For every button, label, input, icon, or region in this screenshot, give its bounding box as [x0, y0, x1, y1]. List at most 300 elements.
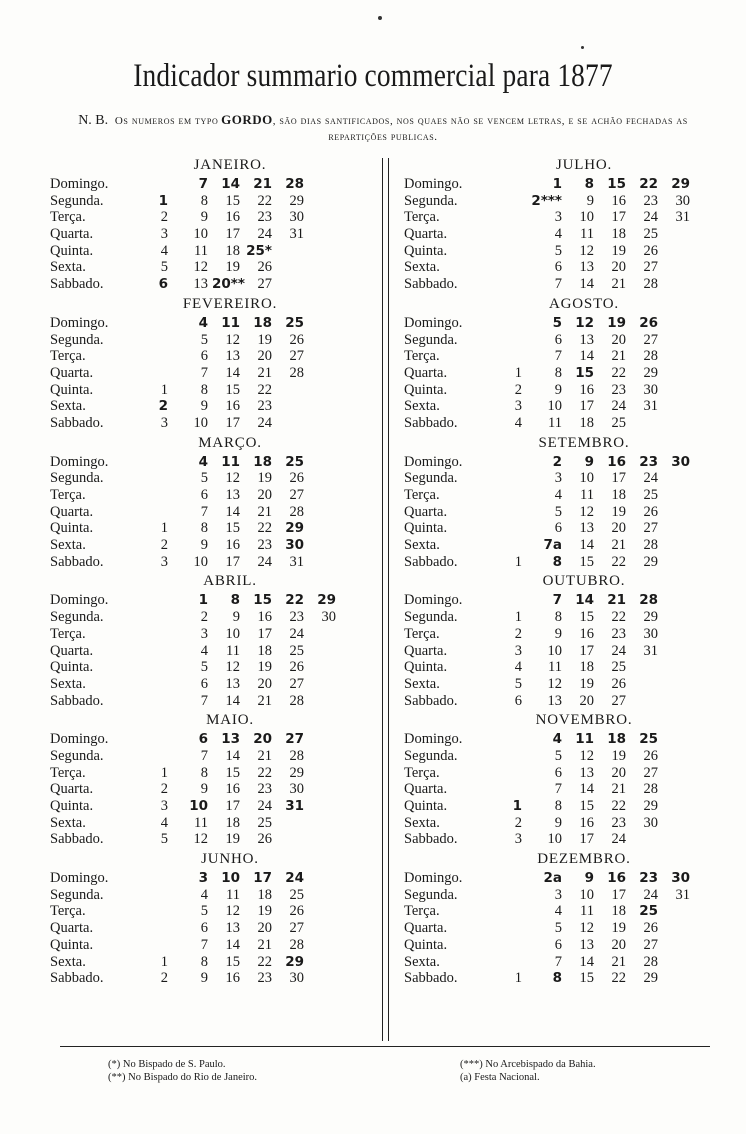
date-cell: 19 [257, 659, 272, 676]
weekday-label: Domingo. [404, 176, 463, 192]
date-cell: 19 [257, 903, 272, 920]
date-cell: 8 [200, 764, 208, 781]
weekday-label: Domingo. [404, 314, 463, 331]
weekday-row [50, 176, 370, 193]
date-cell: 23 [611, 381, 626, 398]
weekday-row [50, 609, 370, 626]
holiday-date: 23 [639, 870, 658, 887]
date-cell: 17 [225, 414, 240, 431]
date-cell: 14 [225, 692, 240, 709]
date-cell: 10 [193, 414, 208, 431]
date-cell: 24 [257, 226, 272, 243]
holiday-date: 21 [253, 176, 272, 192]
weekday-row [50, 643, 370, 660]
weekday-label: Sabbado. [50, 276, 104, 293]
month-name: JUNHO. [201, 851, 259, 868]
month-name: JANEIRO. [193, 157, 267, 173]
date-cell: 24 [643, 209, 658, 226]
weekday-row [404, 537, 724, 554]
date-cell: 3 [554, 470, 562, 487]
footnote: (***) No Arcebispado da Bahia. [460, 1059, 596, 1070]
date-cell: 15 [225, 192, 240, 209]
weekday-label: Sexta. [50, 259, 86, 276]
date-cell: 23 [611, 814, 626, 831]
date-cell: 14 [579, 781, 594, 798]
weekday-row [50, 454, 370, 471]
date-cell: 31 [643, 398, 658, 415]
date-cell: 23 [257, 209, 272, 226]
holiday-date: 2 [552, 453, 562, 470]
date-cell: 19 [611, 920, 626, 937]
weekday-row [50, 592, 370, 609]
holiday-date: 16 [607, 870, 626, 887]
date-cell: 11 [548, 659, 562, 676]
holiday-date: 8 [584, 176, 594, 192]
date-cell: 30 [321, 609, 336, 626]
date-cell [140, 626, 172, 643]
weekday-label: Terça. [404, 487, 440, 503]
date-cell: 3 [514, 642, 522, 659]
holiday-date: 7 [552, 592, 562, 609]
weekday-label: Domingo. [50, 592, 109, 609]
weekday-row [404, 276, 724, 293]
date-cell: 13 [193, 276, 208, 293]
weekday-row [404, 193, 724, 210]
date-cell: 30 [289, 781, 304, 798]
date-cell: 26 [257, 831, 272, 848]
weekday-row [404, 554, 724, 571]
date-cell: 6 [554, 259, 562, 276]
date-cell: 27 [289, 487, 304, 503]
holiday-date: 15 [253, 592, 272, 609]
date-cell: 12 [225, 659, 240, 676]
holiday-date: 6 [158, 276, 168, 293]
weekday-label: Quarta. [404, 226, 448, 243]
date-cell: 16 [257, 609, 272, 626]
date-cell: 23 [643, 192, 658, 209]
date-cell: 1 [160, 381, 168, 398]
weekday-label: Terça. [404, 348, 440, 365]
date-cell: 7 [200, 692, 208, 709]
date-cell: 9 [200, 970, 208, 987]
date-cell: 14 [225, 503, 240, 520]
holiday-date: 25 [639, 903, 658, 920]
date-cell [140, 903, 172, 920]
holiday-date: 25 [285, 314, 304, 331]
weekday-label: Quinta. [50, 936, 94, 953]
weekday-label: Segunda. [404, 470, 458, 487]
date-cell: 17 [225, 553, 240, 570]
holiday-date: 25 [639, 731, 658, 748]
holiday-date: 14 [221, 176, 240, 192]
date-cell: 22 [611, 798, 626, 814]
weekday-row [404, 870, 724, 887]
date-cell [140, 315, 172, 332]
date-cell: 4 [554, 226, 562, 243]
date-cell: 23 [611, 625, 626, 642]
date-cell: 9 [200, 398, 208, 415]
date-cell: 25 [611, 659, 626, 676]
date-cell [140, 693, 172, 710]
date-cell: 13 [579, 331, 594, 348]
date-cell: 14 [579, 537, 594, 554]
holiday-date: 1 [158, 192, 168, 209]
holiday-date: 18 [607, 731, 626, 748]
date-cell: 11 [226, 886, 240, 903]
holiday-date: 10 [221, 870, 240, 887]
weekday-label: Sexta. [50, 814, 86, 831]
date-cell: 9 [554, 625, 562, 642]
weekday-row [404, 693, 724, 710]
month-name: SETEMBRO. [538, 434, 630, 451]
date-cell: 4 [200, 886, 208, 903]
date-cell: 16 [225, 398, 240, 415]
weekday-label: Quarta. [404, 503, 448, 520]
date-cell: 3 [160, 226, 168, 243]
holiday-date: 4 [198, 453, 208, 470]
footnote: (a) Festa Nacional. [460, 1072, 540, 1083]
date-cell: 7 [200, 936, 208, 953]
holiday-date: 13 [221, 731, 240, 748]
date-cell: 23 [257, 398, 272, 415]
date-cell: 5 [514, 675, 522, 692]
footnote: (*) No Bispado de S. Paulo. [108, 1059, 226, 1070]
date-cell: 7 [554, 781, 562, 798]
weekday-label: Segunda. [50, 192, 104, 209]
weekday-row [404, 765, 724, 782]
date-cell: 10 [579, 209, 594, 226]
weekday-label: Sabbado. [404, 831, 458, 848]
month-block [404, 154, 724, 293]
weekday-label: Sexta. [50, 953, 86, 970]
weekday-label: Quinta. [50, 659, 94, 676]
date-cell: 24 [611, 831, 626, 848]
date-cell: 15 [579, 970, 594, 987]
weekday-label: Quarta. [404, 642, 448, 659]
date-cell: 5 [554, 747, 562, 764]
date-cell: 23 [257, 537, 272, 554]
weekday-label: Quarta. [404, 364, 448, 381]
date-cell: 21 [611, 276, 626, 293]
weekday-label: Quarta. [50, 364, 94, 381]
weekday-row [50, 831, 370, 848]
date-cell: 16 [225, 537, 240, 554]
weekday-row [404, 920, 724, 937]
date-cell: 27 [289, 348, 304, 365]
weekday-label: Quinta. [50, 520, 94, 537]
date-cell: 10 [225, 625, 240, 642]
weekday-row [404, 970, 724, 987]
date-cell: 12 [225, 470, 240, 487]
month-name: OUTUBRO. [542, 573, 626, 590]
weekday-label: Segunda. [50, 470, 104, 487]
date-cell: 4 [554, 487, 562, 503]
date-cell: 14 [225, 936, 240, 953]
weekday-label: Domingo. [404, 870, 463, 887]
weekday-row [50, 193, 370, 210]
holiday-date: 6 [198, 731, 208, 748]
date-cell: 17 [579, 642, 594, 659]
date-cell: 2 [514, 625, 522, 642]
date-cell: 5 [554, 920, 562, 937]
weekday-label: Sexta. [404, 537, 440, 554]
date-cell: 10 [547, 831, 562, 848]
date-cell: 24 [257, 798, 272, 814]
date-cell: 15 [225, 764, 240, 781]
date-cell: 26 [643, 920, 658, 937]
holiday-date: 5 [552, 314, 562, 331]
weekday-row [404, 609, 724, 626]
weekday-row [404, 470, 724, 487]
date-cell [494, 454, 526, 471]
date-cell: 29 [643, 364, 658, 381]
holiday-note [48, 112, 718, 145]
date-cell: 7 [554, 953, 562, 970]
weekday-label: Sexta. [404, 675, 440, 692]
date-cell [494, 765, 526, 782]
date-cell: 31 [289, 226, 304, 243]
weekday-label: Sabbado. [50, 414, 104, 431]
weekday-row [50, 365, 370, 382]
weekday-label: Terça. [404, 764, 440, 781]
date-cell: 2 [514, 381, 522, 398]
date-cell: 2 [160, 209, 168, 226]
weekday-label: Quinta. [404, 381, 448, 398]
weekday-label: Terça. [404, 625, 440, 642]
date-cell: 1 [514, 609, 522, 626]
weekday-label: Domingo. [50, 453, 109, 470]
weekday-row [404, 259, 724, 276]
holiday-date: 9 [584, 453, 594, 470]
weekday-label: Quinta. [404, 936, 448, 953]
holiday-date: 14 [575, 592, 594, 609]
date-cell: 20 [611, 259, 626, 276]
date-cell: 23 [257, 781, 272, 798]
date-cell: 19 [579, 675, 594, 692]
date-cell: 1 [514, 970, 522, 987]
date-cell: 15 [225, 520, 240, 537]
date-cell: 3 [514, 398, 522, 415]
date-cell [494, 348, 526, 365]
weekday-row [50, 259, 370, 276]
date-cell [494, 487, 526, 504]
date-cell: 28 [289, 692, 304, 709]
weekday-label: Sexta. [404, 814, 440, 831]
date-cell: 9 [586, 192, 594, 209]
month-name: ABRIL. [203, 573, 257, 590]
date-cell [140, 643, 172, 660]
weekday-row [404, 937, 724, 954]
date-cell: 8 [200, 381, 208, 398]
date-cell: 18 [611, 903, 626, 920]
date-cell: 2 [160, 537, 168, 554]
weekday-label: Sexta. [50, 398, 86, 415]
month-block [404, 432, 724, 571]
date-cell [140, 609, 172, 626]
date-cell: 7 [200, 503, 208, 520]
holiday-date: 11 [221, 453, 240, 470]
date-cell [140, 731, 172, 748]
month-block [404, 709, 724, 848]
date-cell: 27 [289, 920, 304, 937]
date-cell: 13 [579, 936, 594, 953]
weekday-label: Sabbado. [50, 692, 104, 709]
date-cell [494, 520, 526, 537]
weekday-row [50, 470, 370, 487]
date-cell: 21 [611, 348, 626, 365]
footnotes-left [108, 1058, 257, 1084]
date-cell [494, 537, 526, 554]
date-cell: 16 [611, 192, 626, 209]
weekday-row [50, 243, 370, 260]
date-cell: 8 [200, 520, 208, 537]
date-cell: 18 [611, 487, 626, 503]
month-name: NOVEMBRO. [535, 712, 633, 729]
weekday-label: Sexta. [50, 537, 86, 554]
holiday-date: 7a [543, 537, 562, 554]
weekday-row [50, 937, 370, 954]
date-cell: 27 [643, 259, 658, 276]
date-cell [140, 332, 172, 349]
print-speck [581, 46, 584, 49]
holiday-date: 29 [285, 520, 304, 537]
date-cell: 2 [200, 609, 208, 626]
weekday-row [404, 520, 724, 537]
holiday-date: 8 [552, 553, 562, 570]
date-cell: 15 [225, 953, 240, 970]
date-cell [494, 937, 526, 954]
date-cell: 31 [675, 209, 690, 226]
month-block [50, 293, 370, 432]
note-text-part1: Os numeros em typo [114, 115, 219, 127]
date-cell: 18 [579, 659, 594, 676]
date-cell: 15 [579, 609, 594, 626]
date-cell: 1 [160, 953, 168, 970]
date-cell: 5 [554, 503, 562, 520]
note-bold-word: GORDO [221, 112, 273, 127]
date-cell [494, 315, 526, 332]
date-cell: 26 [289, 470, 304, 487]
date-cell: 13 [225, 675, 240, 692]
date-cell: 10 [579, 886, 594, 903]
weekday-label: Sabbado. [50, 970, 104, 987]
weekday-label: Quarta. [404, 920, 448, 937]
date-cell: 24 [257, 414, 272, 431]
holiday-date: 8 [230, 592, 240, 609]
date-cell: 5 [554, 242, 562, 259]
date-cell: 24 [257, 553, 272, 570]
date-cell [494, 332, 526, 349]
date-cell: 17 [257, 625, 272, 642]
weekday-row [50, 398, 370, 415]
weekday-row [404, 798, 724, 815]
date-cell [494, 209, 526, 226]
date-cell: 28 [643, 781, 658, 798]
holiday-date: 26 [639, 314, 658, 331]
date-cell: 9 [554, 814, 562, 831]
date-cell: 10 [547, 398, 562, 415]
date-cell [140, 504, 172, 521]
date-cell [140, 470, 172, 487]
holiday-date: 12 [575, 314, 594, 331]
weekday-label: Sabbado. [404, 692, 458, 709]
date-cell: 20 [611, 520, 626, 537]
date-cell: 10 [193, 226, 208, 243]
date-cell: 30 [643, 625, 658, 642]
date-cell: 21 [611, 537, 626, 554]
date-cell: 26 [289, 659, 304, 676]
date-cell: 21 [257, 364, 272, 381]
date-cell: 30 [675, 192, 690, 209]
date-cell: 20 [257, 487, 272, 503]
date-cell: 24 [611, 398, 626, 415]
date-cell: 29 [289, 764, 304, 781]
date-cell: 20 [611, 331, 626, 348]
date-cell: 19 [225, 259, 240, 276]
date-cell [140, 870, 172, 887]
date-cell: 3 [160, 798, 168, 814]
date-cell: 18 [611, 226, 626, 243]
date-cell: 5 [200, 470, 208, 487]
date-cell: 16 [225, 970, 240, 987]
weekday-label: Quinta. [50, 242, 94, 259]
date-cell: 24 [643, 886, 658, 903]
holiday-date: 17 [253, 870, 272, 887]
weekday-label: Segunda. [404, 331, 458, 348]
date-cell: 21 [257, 503, 272, 520]
holiday-date: 2*** [531, 192, 562, 209]
holiday-date: 1 [512, 798, 522, 814]
holiday-date: 2a [543, 870, 562, 887]
weekday-label: Quarta. [50, 920, 94, 937]
month-name: MARÇO. [198, 434, 262, 451]
date-cell: 17 [579, 398, 594, 415]
weekday-label: Terça. [404, 209, 440, 226]
month-block [404, 848, 724, 987]
date-cell: 27 [611, 692, 626, 709]
date-cell: 27 [643, 764, 658, 781]
date-cell: 25 [643, 226, 658, 243]
weekday-label: Sabbado. [50, 553, 104, 570]
weekday-label: Quinta. [404, 659, 448, 676]
weekday-row [50, 748, 370, 765]
weekday-row [404, 748, 724, 765]
weekday-row [50, 970, 370, 987]
date-cell: 25 [643, 487, 658, 503]
weekday-row [404, 487, 724, 504]
weekday-label: Sabbado. [404, 553, 458, 570]
holiday-date: 29 [285, 953, 304, 970]
date-cell: 19 [257, 470, 272, 487]
date-cell: 17 [225, 798, 240, 814]
month-block [50, 154, 370, 293]
date-cell: 3 [160, 553, 168, 570]
date-cell [494, 731, 526, 748]
date-cell: 14 [579, 953, 594, 970]
date-cell: 28 [289, 936, 304, 953]
date-cell: 26 [289, 331, 304, 348]
date-cell: 5 [160, 259, 168, 276]
date-cell: 15 [225, 381, 240, 398]
weekday-row [404, 659, 724, 676]
date-cell: 20 [257, 920, 272, 937]
weekday-label: Quarta. [50, 503, 94, 520]
left-calendar-column [50, 154, 370, 987]
right-calendar-column [404, 154, 724, 987]
date-cell: 19 [225, 831, 240, 848]
date-cell: 11 [580, 903, 594, 920]
date-cell: 6 [514, 692, 522, 709]
